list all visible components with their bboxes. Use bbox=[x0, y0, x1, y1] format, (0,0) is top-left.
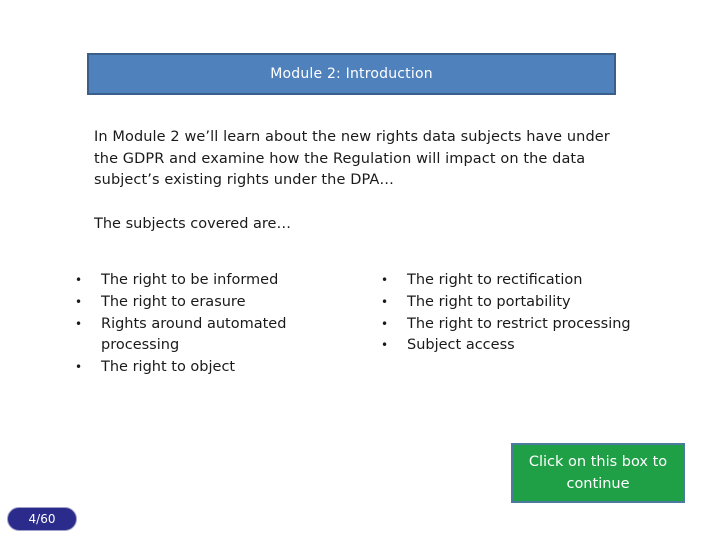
continue-button[interactable] bbox=[511, 443, 685, 503]
module-title-bar bbox=[87, 53, 616, 95]
bullet-icon: • bbox=[75, 360, 83, 375]
list-item bbox=[75, 292, 325, 314]
subjects-list-left bbox=[75, 270, 325, 379]
list-item bbox=[75, 270, 325, 292]
list-item bbox=[381, 314, 631, 336]
list-item bbox=[381, 292, 631, 314]
bullet-icon: • bbox=[381, 316, 389, 331]
page-indicator-label: 4/60 bbox=[28, 512, 56, 526]
bullet-icon: • bbox=[75, 316, 83, 331]
list-item bbox=[381, 335, 631, 357]
list-item bbox=[75, 314, 325, 358]
list-item-label: The right to rectification bbox=[407, 272, 583, 288]
subjects-list-right bbox=[381, 270, 631, 357]
list-item-label: Subject access bbox=[407, 337, 515, 354]
list-item bbox=[381, 270, 631, 292]
bullet-icon: • bbox=[75, 273, 83, 287]
bullet-icon: • bbox=[381, 273, 389, 287]
list-item-label: The right to portability bbox=[407, 293, 571, 310]
list-item-label: The right to erasure bbox=[101, 293, 246, 310]
list-item-label: The right to restrict processing bbox=[407, 315, 631, 332]
list-item bbox=[75, 357, 325, 379]
bullet-icon: • bbox=[381, 294, 389, 309]
intro-section bbox=[94, 127, 614, 192]
continue-button-label: Click on this box to continue bbox=[528, 454, 668, 492]
intro-paragraph: In Module 2 we’ll learn about the new rights data subjects have under the GDPR and examine how the Regulation will impact on the data subject’s existing rights under the DPA… bbox=[94, 129, 610, 188]
list-item-label: The right to object bbox=[101, 359, 236, 376]
page-indicator-badge bbox=[7, 507, 77, 531]
list-item-label: Rights around automated processing bbox=[101, 315, 287, 354]
bullet-icon: • bbox=[381, 338, 389, 353]
list-item-label: The right to be informed bbox=[101, 272, 279, 288]
bullet-icon: • bbox=[75, 294, 83, 309]
page-title: Module 2: Introduction bbox=[270, 66, 433, 82]
subjects-covered-label: The subjects covered are… bbox=[94, 216, 291, 232]
